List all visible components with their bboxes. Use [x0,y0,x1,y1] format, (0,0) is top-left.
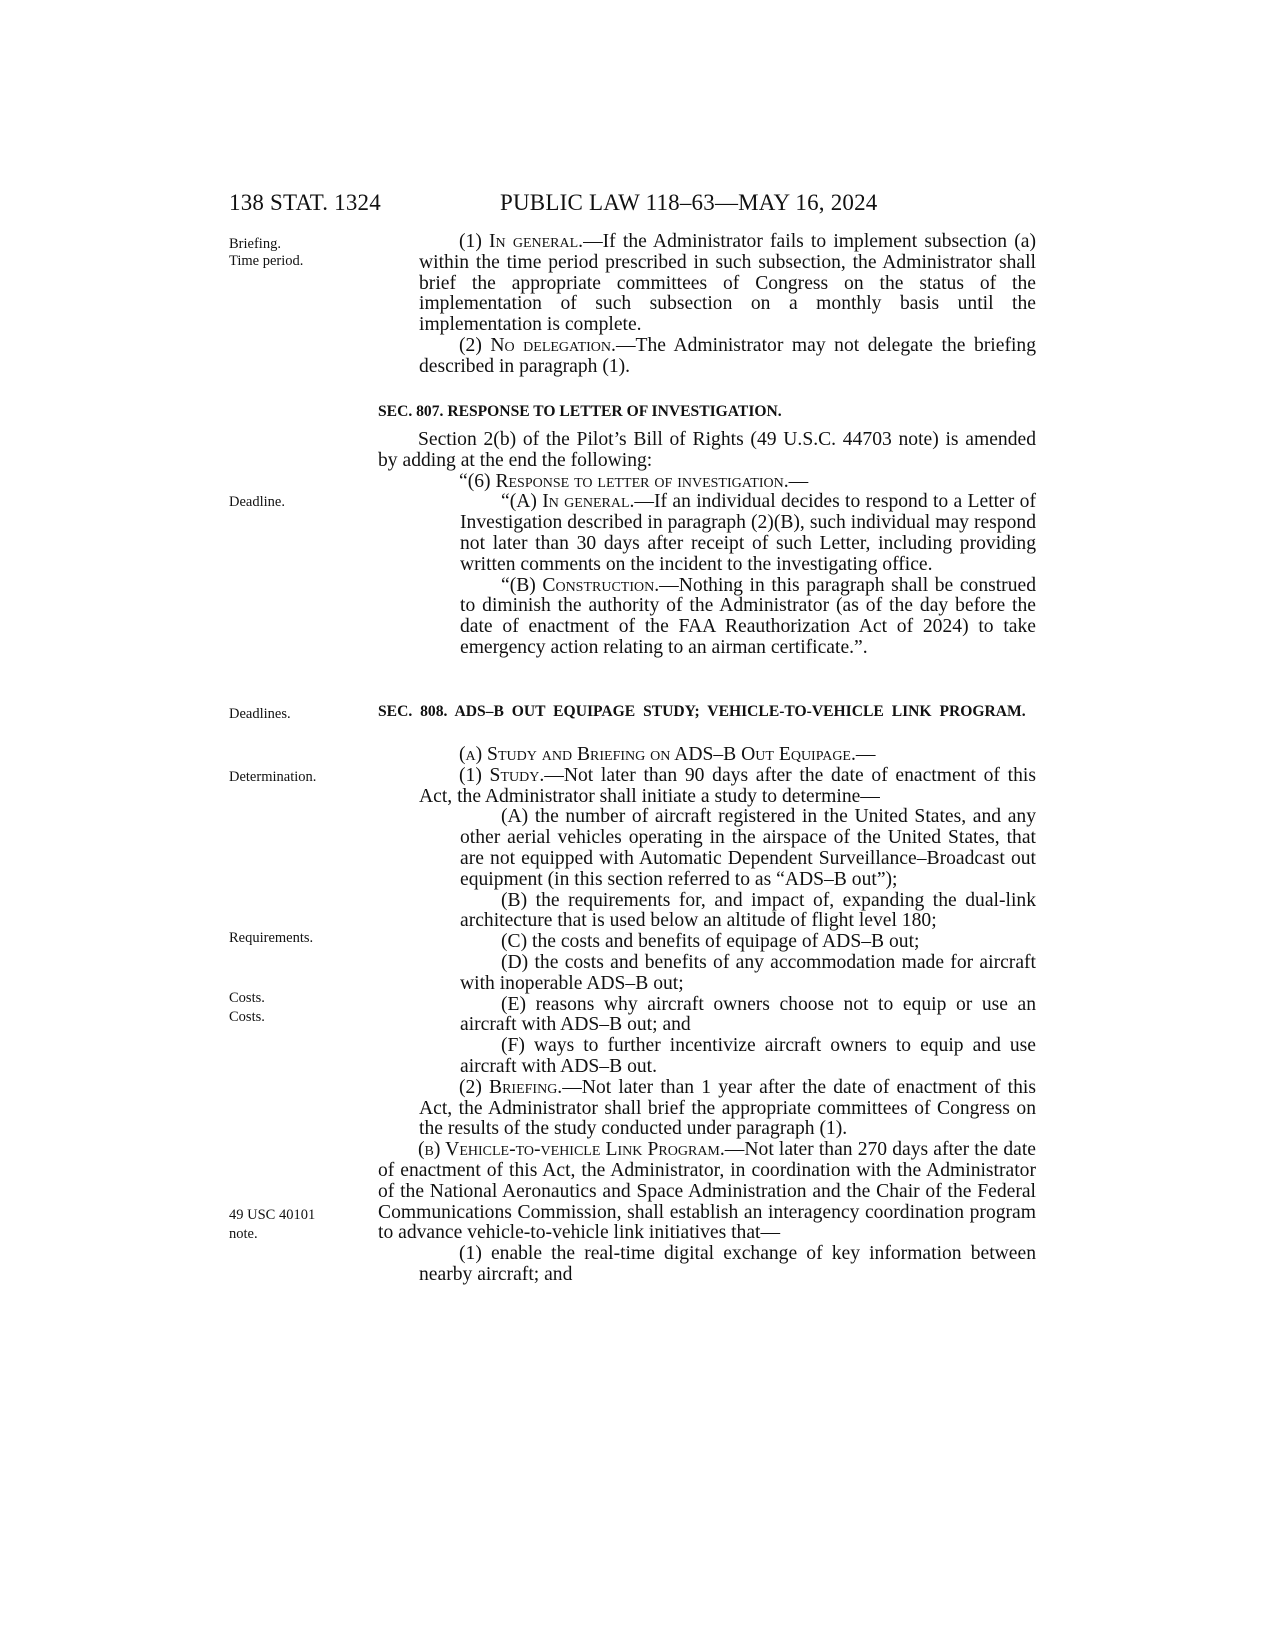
paragraph-heading: (2) No delegation. [459,334,616,356]
paragraph-heading: “(6) Response to letter of investigation. [459,470,789,492]
margin-note-determination: Determination. [229,769,317,785]
subparagraph-a [378,492,1036,575]
study-item-e: (E) reasons why aircraft owners choose not to equip or use an aircraft with ADS–B out; and [460,993,1036,1036]
section-807-body [378,430,1036,659]
subsection-heading: (a) Study and Briefing on ADS–B Out Equipage. [459,744,856,765]
study-item-c: (C) the costs and benefits of equipage of ADS–B out; [501,931,920,953]
margin-note-deadlines: Deadlines. [229,706,291,722]
margin-note-briefing: Briefing. [229,236,281,252]
paragraph-heading: (2) Briefing. [459,1076,563,1098]
section-808-title [378,702,1036,722]
subparagraph-heading: “(A) In general. [501,491,635,513]
section-808-title-text: SEC. 808. ADS–B OUT EQUIPAGE STUDY; VEHICLE-TO-VEHICLE LINK PROGRAM. [378,703,1026,720]
margin-note-time-period: Time period. [229,253,304,269]
paragraph-in-general [378,232,1036,336]
paragraph-heading: (1) In general. [459,231,584,252]
page-running-title: PUBLIC LAW 118–63—MAY 16, 2024 [500,190,878,215]
heading-dash: — [855,744,876,765]
paragraph-study [378,766,1036,808]
section-807-intro: Section 2(b) of the Pilot’s Bill of Rights (49 U.S.C. 44703 note) is amended by adding at the end the following: [378,429,1036,471]
margin-note-costs-2: Costs. [229,1009,265,1025]
paragraph-text: —If the Administrator fails to implement subsection (a) within the time period prescribed in such subsection, the Administrator shall brief the appropriate committees of Congress on the status of the implementation of such subsection on a monthly basis until the implementation is complete. [419,231,1036,336]
section-807-title: SEC. 807. RESPONSE TO LETTER OF INVESTIGATION. [378,403,782,420]
paragraph-text: —Not later than 90 days after the date of enactment of this Act, the Administrator shall initiate a study to determine— [419,764,1036,807]
margin-note-usc-line1: 49 USC 40101 [229,1207,316,1223]
program-item-1: (1) enable the real-time digital exchange of key information between nearby aircraft; and [419,1243,1036,1285]
heading-dash: — [788,470,809,492]
paragraph-text: —Not later than 1 year after the date of enactment of this Act, the Administrator shall brief the appropriate committees of Congress on the results of the study conducted under paragraph (1). [419,1076,1036,1140]
paragraph-briefing [378,1078,1036,1140]
paragraph-heading: (1) Study. [459,764,545,786]
paragraph-text: —The Administrator may not delegate the briefing described in paragraph (1). [419,334,1037,377]
paragraph-no-delegation [378,336,1036,378]
subsection-a-heading [378,745,1036,766]
section-807 [378,402,1036,422]
margin-note-usc-line2: note. [229,1226,258,1242]
subparagraph-heading: “(B) Construction. [501,574,660,596]
study-item-b: (B) the requirements for, and impact of, expanding the dual-link architecture that is used below an altitude of flight level 180; [460,889,1036,932]
section-808-body [378,745,1036,1286]
section-808 [378,702,1036,722]
study-item-d: (D) the costs and benefits of any accommodation made for aircraft with inoperable ADS–B out; [460,951,1036,994]
section-806-continuation [378,232,1036,378]
margin-note-costs-1: Costs. [229,990,265,1006]
subparagraph-text: —Nothing in this paragraph shall be construed to diminish the authority of the Administrator (as of the day before the date of enactment of the FAA Reauthorization Act of 2024) to take emergency action relating to an airman certificate.”. [460,574,1037,658]
paragraph-6-heading [378,472,1036,493]
study-item-f: (F) ways to further incentivize aircraft owners to equip and use aircraft with ADS–B out. [460,1035,1036,1077]
margin-note-usc [229,1206,315,1244]
margin-note-requirements: Requirements. [229,930,314,946]
page-stat-citation: 138 STAT. 1324 [229,190,381,215]
subsection-text: —Not later than 270 days after the date of enactment of this Act, the Administrator, in coordination with the Administrator of the National Aeronautics and Space Administration and the Chair of the Federal Communications Commission, shall establish an interagency coordination program to advance vehicle-to-vehicle link initiatives that— [378,1139,1036,1244]
subparagraph-b [378,576,1036,659]
subsection-heading: (b) Vehicle-to-vehicle Link Program. [418,1139,725,1161]
subsection-b [378,1140,1036,1244]
study-item-a: (A) the number of aircraft registered in the United States, and any other aerial vehicles operating in the airspace of the United States, that are not equipped with Automatic Dependent Surveillance–Broadcast out equipment (in this section referred to as “ADS–B out”); [460,806,1036,890]
subparagraph-text: —If an individual decides to respond to a Letter of Investigation described in paragraph (2)(B), such individual may respond not later than 30 days after receipt of such Letter, including providing written comments on the incident to the investigating office. [460,491,1036,575]
margin-note-deadline: Deadline. [229,494,285,510]
